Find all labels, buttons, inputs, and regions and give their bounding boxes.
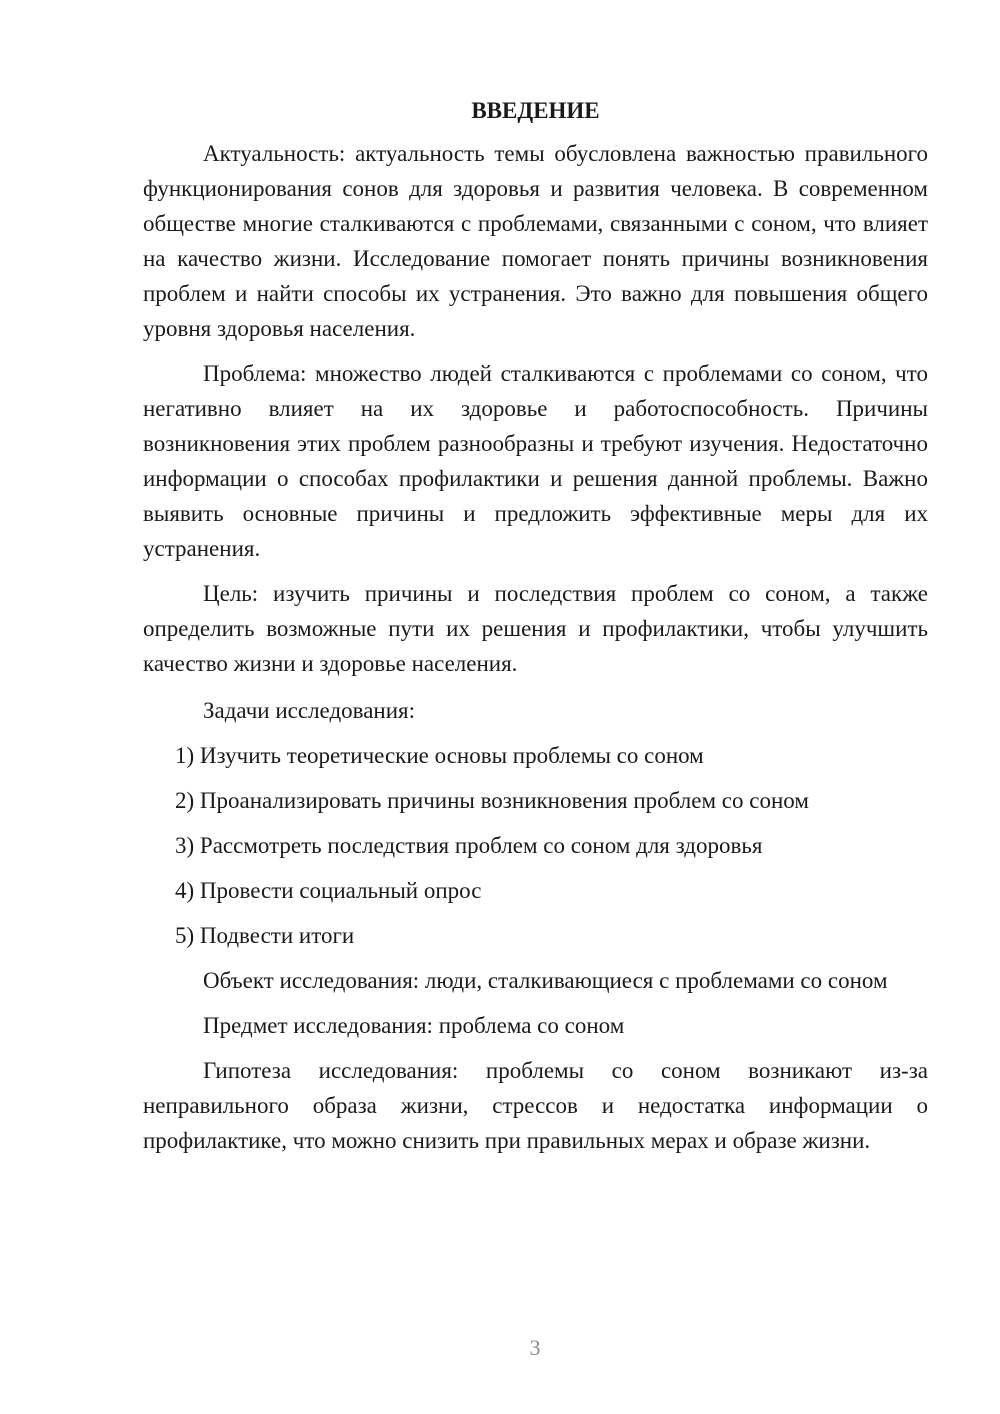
relevance-paragraph: Актуальность: актуальность темы обусловлена важностью правильного функционирования сонов для здоровья и развития человека. В современном обществе многие сталкиваются с проблемами, связанными с соном, что влияет на качество жизни. Исследование помогает понять причины возникновения проблем и найти способы их устранения. Это важно для повышения общего уровня здоровья населения. (143, 141, 928, 341)
page-number: 3 (529, 1335, 541, 1360)
task-item: 3) Рассмотреть последствия проблем со соном для здоровья (175, 833, 763, 858)
tasks-title: Задачи исследования: (203, 698, 416, 723)
page-content (143, 96, 928, 1168)
problem-paragraph: Проблема: множество людей сталкиваются с проблемами со соном, что негативно влияет на их здоровье и работоспособность. Причины возникновения этих проблем разнообразны и требуют изучения. Недостаточно информации о способах профилактики и решения данной проблемы. Важно выявить основные причины и предложить эффективные меры для их устранения. (143, 361, 928, 561)
task-item: 2) Проанализировать причины возникновения проблем со соном (175, 788, 809, 813)
task-item: 5) Подвести итоги (175, 923, 355, 948)
section-heading: ВВЕДЕНИЕ (471, 98, 600, 123)
task-item: 1) Изучить теоретические основы проблемы со соном (175, 743, 704, 768)
tasks-list (143, 738, 928, 953)
hypothesis-paragraph: Гипотеза исследования: проблемы со соном возникают из-за неправильного образа жизни, стрессов и недостатка информации о профилактике, что можно снизить при правильных мерах и образе жизни. (143, 1058, 928, 1153)
object-paragraph: Объект исследования: люди, сталкивающиеся с проблемами со соном (203, 968, 888, 993)
subject-paragraph: Предмет исследования: проблема со соном (203, 1013, 625, 1038)
task-item: 4) Провести социальный опрос (175, 878, 482, 903)
goal-paragraph: Цель: изучить причины и последствия проблем со соном, а также определить возможные пути их решения и профилактики, чтобы улучшить качество жизни и здоровье населения. (143, 581, 928, 676)
